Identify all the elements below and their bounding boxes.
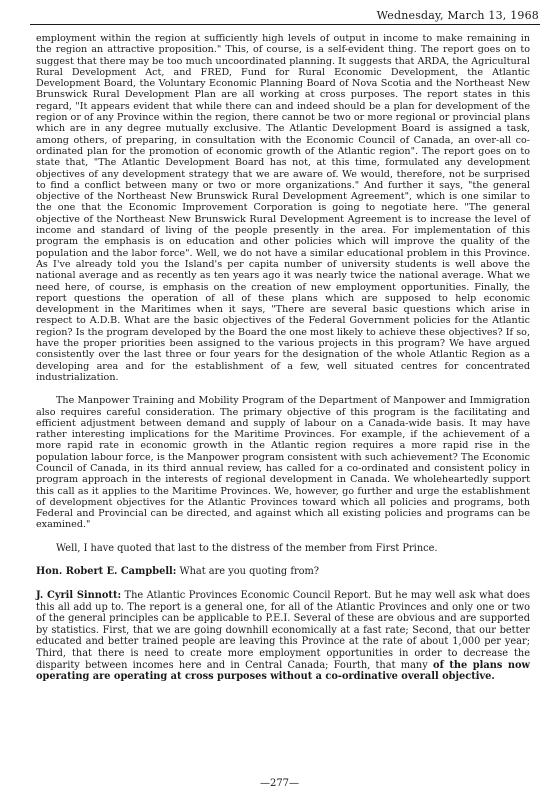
header-rule — [30, 24, 540, 25]
quoted-paragraph-1: employment within the region at sufficiently high levels of output in income to make remaining in the region an attractive proposition." This, of course, is a self-evident thing. The report goes on to suggest that there may be too much uncoordinated planning. It suggests that ARDA, the Agricultural Rural Development Act, and FRED, Fund for Rural Economic Development, the Atlantic Development Board, the Voluntary Economic Planning Board of Nova Scotia and the Northeast New Brunswick Rural Development Plan are all working at cross purposes. The report states in this regard, "It appears evident that while there can and indeed should be a plan for development of the region or of any Province within the region, there cannot be two or more regional or provincial plans which are in any degree mutually exclusive. The Atlantic Development Board is assigned a task, among others, of preparing, in consultation with the Economic Council of Canada, an over-all co-ordinated plan for the promotion of economic growth of the Atlantic region". The report goes on to state that, "The Atlantic Development Board has not, at this time, formulated any development objectives of any development strategy that we are aware of. We would, therefore, not be surprised to find a conflict between many or two or more organizations." And further it says, "the general objective of the Northeast New Brunswick Rural Development Agreement", which is one similar to the one that the Economic Improvement Corporation is going to negotiate here. "The general objective of the Northeast New Brunswick Rural Development Agreement is to increase the level of income and standard of living of the people presently in the area. For implementation of this program the emphasis is on education and other policies which will improve the quality of the population and the labor force". Well, we do not have a similar educational problem in this Province. As I've already told you the Island's per capita number of university students is well above the national average and as recently as ten years ago it was nearly twice the national average. What we need here, of course, is emphasis on the creation of new employment opportunities. Finally, the report questions the operation of all of these plans which are supposed to help economic development in the Maritimes when it says, "There are several basic questions which arise in respect to A.D.B. What are the basic objectives of the Federal Government policies for the Atlantic region? Is the program developed by the Board the one most likely to achieve these objectives? If so, have the proper priorities been assigned to the various projects in this program? We have argued consistently over the last three or four years for the designation of the whole Atlantic Region as a developing area and for the establishment of a few, well situated centres for concentrated industrialization. — [36, 33, 530, 383]
speech-text: The Atlantic Provinces Economic Council Report. But he may well ask what does this all add up to. The report is a general one, for all of the Atlantic Provinces and only one or two of the general principles can be applicable to P.E.I. Several of these are obvious and are supported by statistics. First, that we are going downhill economically at a fast rate; Second, that our better educated and better trained people are leaving this Province at the rate of about 1,000 per year; Third, that there is need to create more employment opportunities in order to decrease the disparity between incomes here and in Central Canada; Fourth, that many — [36, 589, 530, 671]
page-number: —277— — [259, 778, 300, 789]
document-body — [36, 33, 530, 683]
paragraph-question — [36, 566, 530, 578]
speaker-name: Hon. Robert E. Campbell: — [36, 566, 177, 578]
header-date: Wednesday, March 13, 1968 — [376, 9, 539, 22]
paragraph-response — [36, 590, 530, 683]
speech-text: What are you quoting from? — [176, 566, 320, 578]
quoted-paragraph-2: The Manpower Training and Mobility Program of the Department of Manpower and Immigration also requires careful consideration. The primary objective of this program is the facilitating and efficient adjustment between demand and supply of labour on a Canada-wide basis. It may have rather interesting implications for the Maritime Provinces. For example, if the achievement of a more rapid rate in economic growth in the Atlantic region requires a more rapid rise in the population labour force, is the Manpower program consistent with such achievement? The Economic Council of Canada, in its third annual review, has called for a co-ordinated and consistent policy in program approach in the interests of regional development in Canada. We wholeheartedly support this call as it applies to the Maritime Provinces. We, however, go further and urge the establishment of development objectives for the Atlantic Provinces toward which all policies and programs, both Federal and Provincial can be directed, and against which all existing policies and programs can be examined." — [36, 395, 530, 531]
paragraph-statement: Well, I have quoted that last to the distress of the member from First Prince. — [56, 542, 438, 554]
speaker-name: J. Cyril Sinnott: — [36, 589, 122, 601]
speech-text-emphasis: of the plans now operating are operating at cross purposes without a co-ordinative overall objective. — [36, 659, 530, 683]
